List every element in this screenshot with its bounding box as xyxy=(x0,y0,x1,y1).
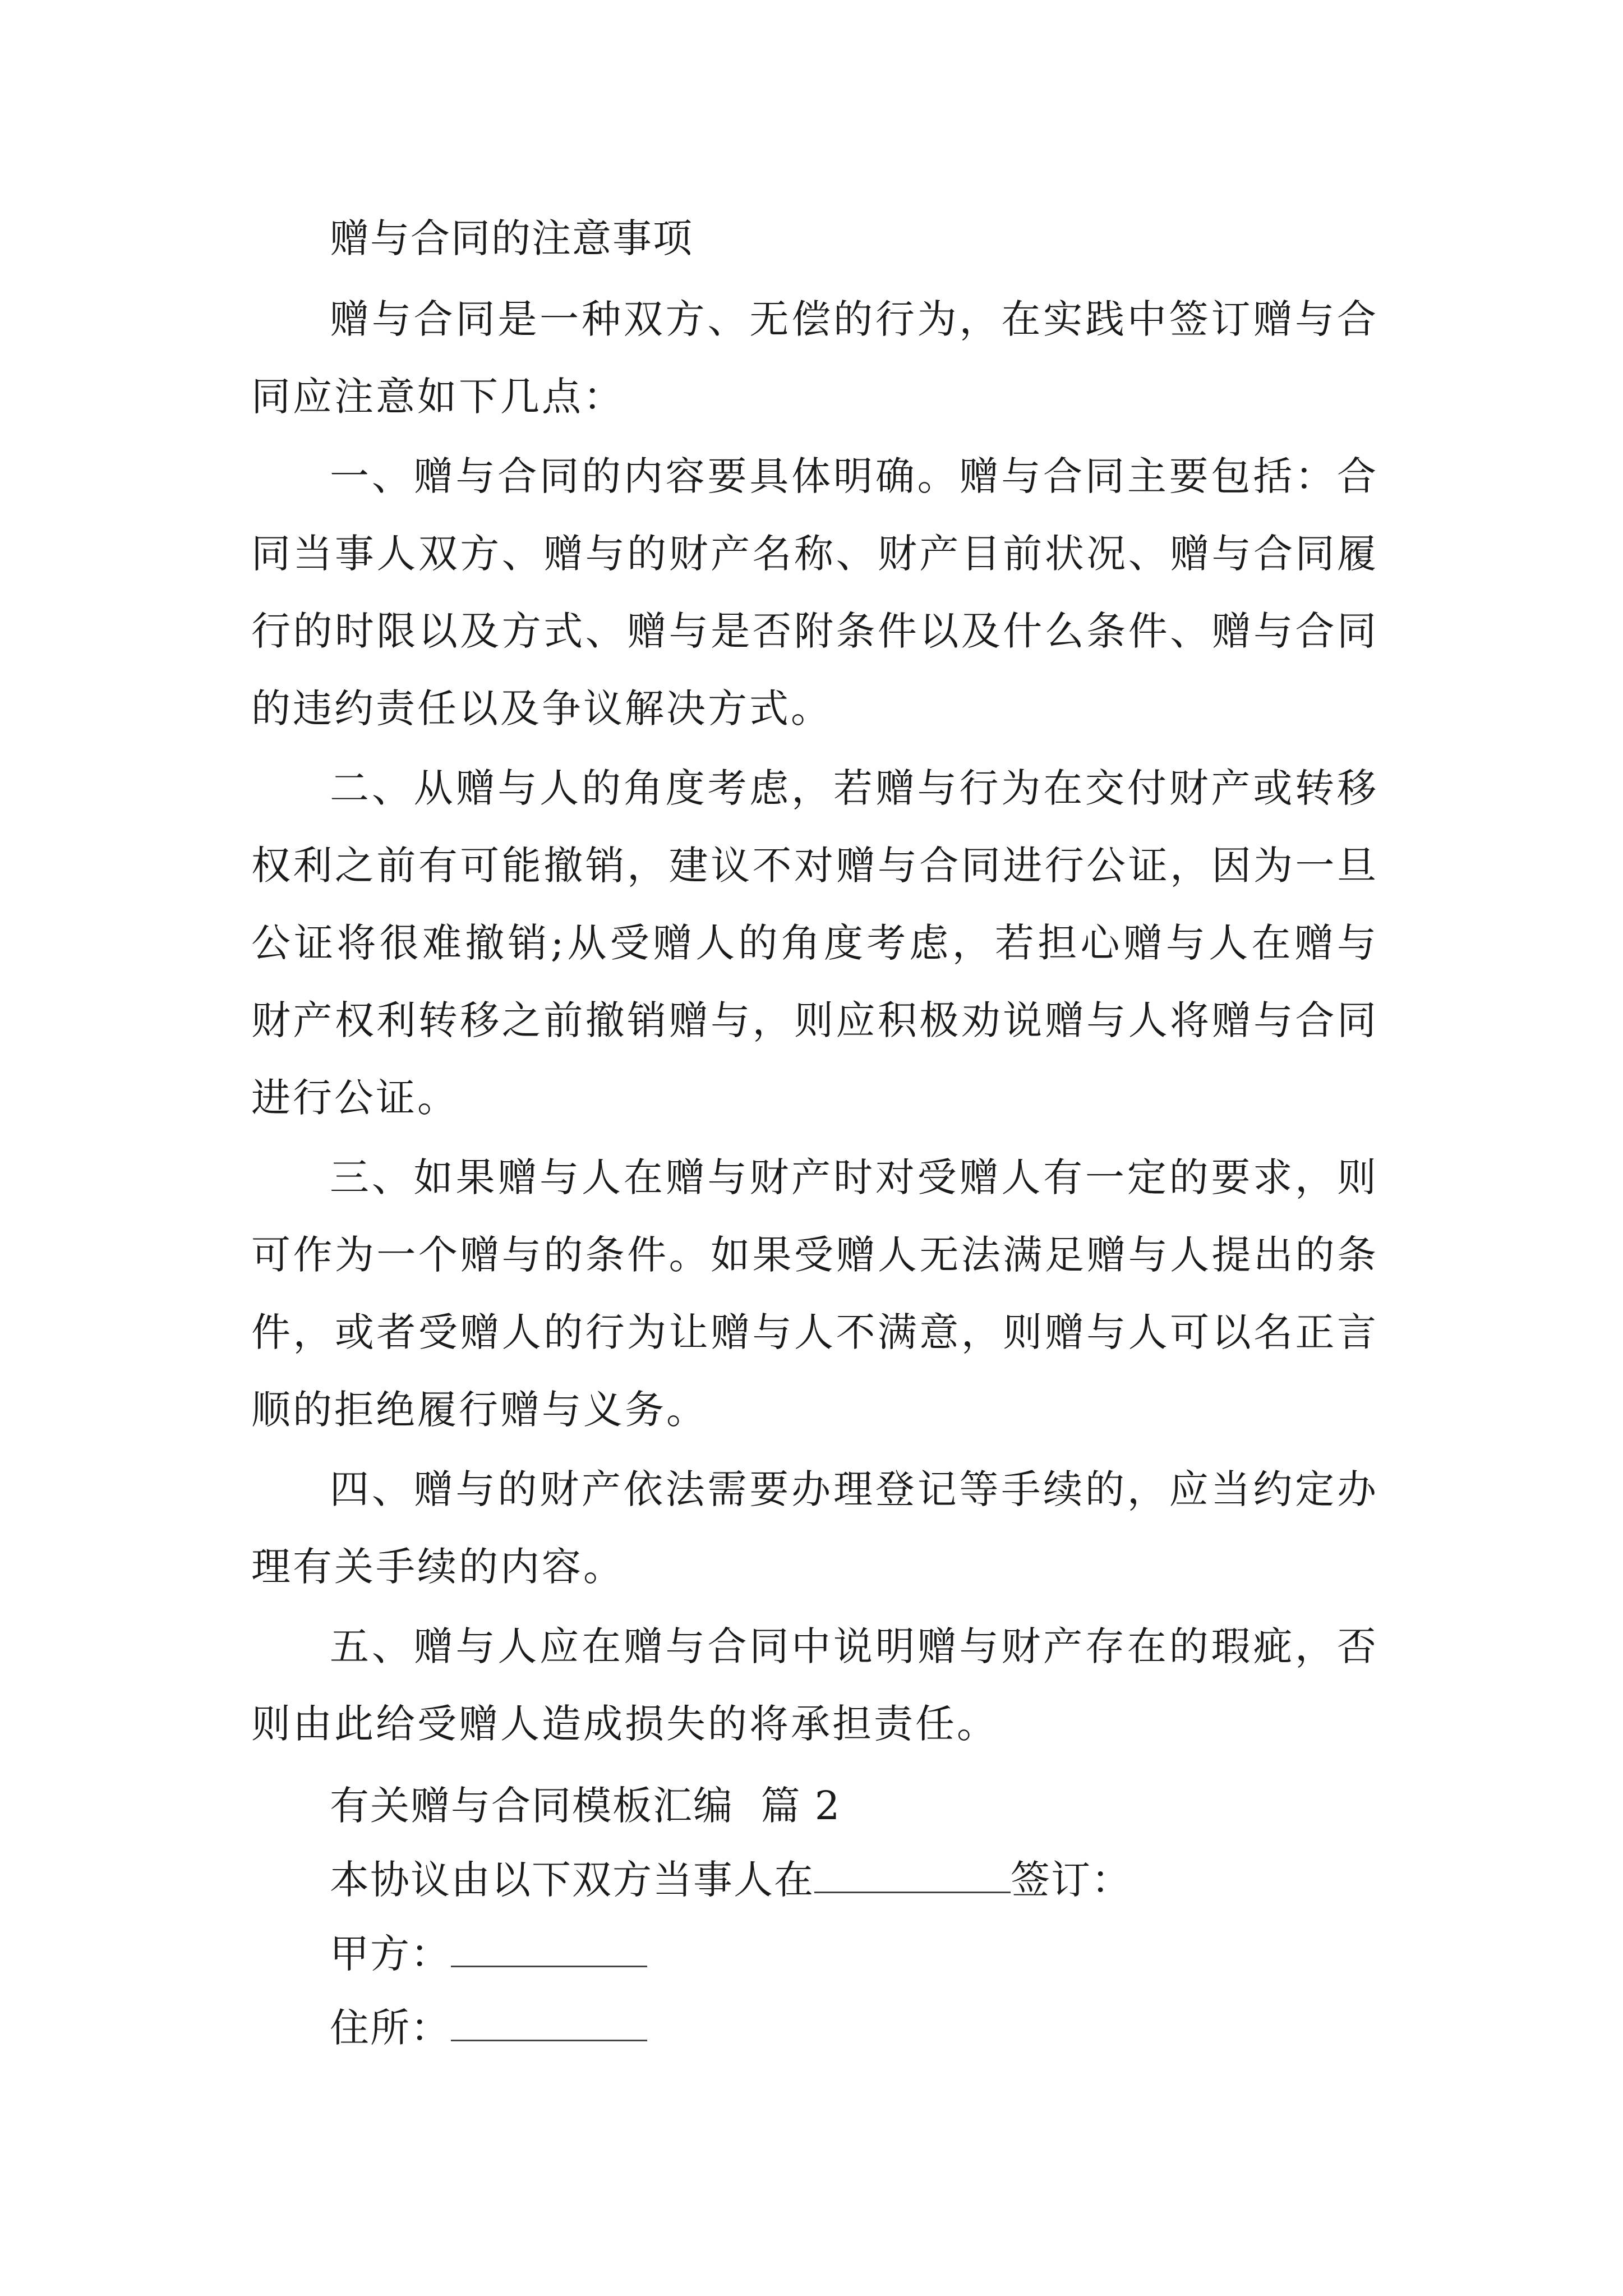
paragraph-item-3: 三、如果赠与人在赠与财产时对受赠人有一定的要求，则可作为一个赠与的条件。如果受赠人无法满足赠与人提出的条件，或者受赠人的行为让赠与人不满意，则赠与人可以名正言顺的拒绝履行赠与义务。 xyxy=(251,1154,1378,1433)
party-a-label: 甲方： xyxy=(330,1931,451,1977)
signing-place-blank xyxy=(814,1851,1011,1893)
agreement-prefix: 本协议由以下双方当事人在 xyxy=(330,1857,814,1903)
document-body xyxy=(251,208,1378,2059)
paragraph-item-4: 四、赠与的财产依法需要办理登记等手续的，应当约定办理有关手续的内容。 xyxy=(251,1466,1378,1590)
address-blank xyxy=(451,1999,647,2041)
agreement-line xyxy=(251,1849,1378,1911)
party-a-blank xyxy=(451,1925,647,1967)
address-line xyxy=(251,1997,1378,2059)
address-label: 住所： xyxy=(330,2005,451,2051)
agreement-suffix: 签订： xyxy=(1011,1857,1132,1903)
paragraph-item-1: 一、赠与合同的内容要具体明确。赠与合同主要包括：合同当事人双方、赠与的财产名称、财产目前状况、赠与合同履行的时限以及方式、赠与是否附条件以及什么条件、赠与合同的违约责任以及争议解决方式。 xyxy=(251,453,1378,731)
paragraph-item-5: 五、赠与人应在赠与合同中说明赠与财产存在的瑕疵，否则由此给受赠人造成损失的将承担责任。 xyxy=(251,1623,1378,1747)
section-heading: 有关赠与合同模板汇编 篇 2 xyxy=(330,1783,841,1829)
party-a-line xyxy=(251,1923,1378,1985)
document-title: 赠与合同的注意事项 xyxy=(330,215,693,261)
paragraph-intro: 赠与合同是一种双方、无偿的行为，在实践中签订赠与合同应注意如下几点： xyxy=(251,296,1378,420)
paragraph-item-2: 二、从赠与人的角度考虑，若赠与行为在交付财产或转移权利之前有可能撤销，建议不对赠与合同进行公证，因为一旦公证将很难撤销;从受赠人的角度考虑，若担心赠与人在赠与财产权利转移之前撤销赠与，则应积极劝说赠与人将赠与合同进行公证。 xyxy=(251,765,1378,1121)
